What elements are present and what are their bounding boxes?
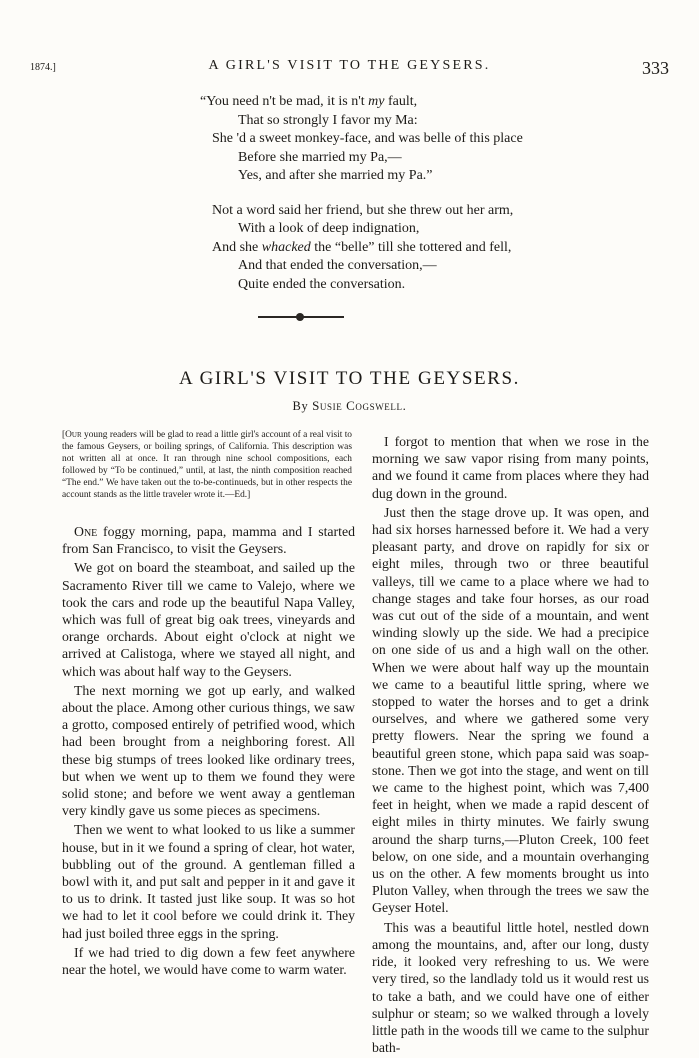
poem-line: And that ended the conversation,— xyxy=(238,258,437,273)
author-name: Susie Cogswell. xyxy=(312,398,407,413)
paragraph: If we had tried to dig down a few feet anywhere near the hotel, we would have come to warm water. xyxy=(62,944,355,978)
stanza-break xyxy=(212,186,632,202)
poem-line: Quite ended the conversation. xyxy=(238,276,406,292)
poem-line: That so strongly I favor my Ma: xyxy=(238,112,418,128)
paragraph: The next morning we got up early, and walked about the place. Among other curious things, we saw a grotto, composed entirely of petrified wood, which had been brought from a neighboring forest. All these big stumps of trees looked like ordinary trees, but when we went up to them we found they were solid stone; and before we went away a gentleman very kindly gave us some pieces as specimens. xyxy=(62,682,355,819)
paragraph: Just then the stage drove up. It was open, and had six horses harnessed before it. We had a very pleasant party, and drove on rapidly for six or eight miles, through two or three beautiful valleys, till we came to a place where we had to change stages and take four horses, as our road was cut out of the side of a mountain, and went winding slowly up the side. We had a precipice on one side of us and a high wall on the other. When we were about half way up the mountain we came to a beautiful little spring, where we stopped to water the horses and to get a drink ourselves, and where we gathered some very pretty flowers. Near the spring we found a beautiful green stone, which papa said was soap-stone. Then we got into the stage, and went on till we came to the highest point, which was 7,400 feet in height, when we made a rapid descent of eight miles in thirty minutes. We fairly swung around the sharp turns,—Pluton Creek, 100 feet below, on one side, and a mountain overhanging us on the other. A few moments brought us into Pluton Valley, when through the trees we saw the Geyser Hotel. xyxy=(372,504,649,916)
poem xyxy=(200,93,632,294)
paragraph: I forgot to mention that when we rose in the morning we saw vapor rising from many points, and we found it came from places where they had dug down in the ground. xyxy=(372,434,649,501)
article-title: A GIRL'S VISIT TO THE GEYSERS. xyxy=(178,368,521,389)
left-column xyxy=(62,523,355,980)
poem-line: Yes, and after she married my Pa.” xyxy=(238,168,433,183)
poem-line: She 'd a sweet monkey-face, and was belle of this place xyxy=(212,131,523,146)
header-year: 1874.] xyxy=(30,62,56,73)
running-title: A GIRL'S VISIT TO THE GEYSERS. xyxy=(208,58,491,73)
poem-line: Before she married my Pa,— xyxy=(238,149,402,165)
page-number: 333 xyxy=(642,58,669,78)
paragraph: One foggy morning, papa, mamma and I started from San Francisco, to visit the Geysers. xyxy=(62,524,355,557)
paragraph: We got on board the steamboat, and sailed up the Sacramento River till we came to Valejo, where we took the cars and rode up the beautiful Napa Valley, which was full of great big oak trees, vineyards and orange orchards. About eight o'clock at night we arrived at Calistoga, where we stayed all night, and which was about half way to the Geysers. xyxy=(62,560,355,679)
editor-note: [Our young readers will be glad to read a little girl's account of a real visit to the famous Geysers, or boiling springs, of California. This description was not written all at once. It ran through nine school compositions, each followed by “To be continued,” until, at last, the ninth composition reached “The end.” We have taken out the to-be-continueds, but in other respects the account stands as the little traveler wrote it.—Ed.] xyxy=(62,430,352,500)
byline: By Susie Cogswell. xyxy=(292,398,407,413)
poem-line: With a look of deep indignation, xyxy=(238,221,420,236)
poem-line: And she whacked the “belle” till she tottered and fell, xyxy=(212,239,512,255)
poem-line: Not a word said her friend, but she threw out her arm, xyxy=(212,202,514,218)
divider-ornament xyxy=(296,313,304,321)
paragraph: Then we went to what looked to us like a summer house, but in it we found a spring of clear, hot water, bubbling out of the ground. A gentleman filled a bowl with it, and put salt and pepper in it and gave it to us to drink. It tasted just like soup. It was so hot we had to let it cool before we could drink it. They had just boiled three eggs in the spring. xyxy=(62,822,355,941)
poem-line: “You need n't be mad, it is n't my fault, xyxy=(200,94,418,109)
right-column xyxy=(372,433,649,1058)
paragraph: This was a beautiful little hotel, nestled down among the mountains, and, after our long, dusty ride, it looked very refreshing to us. We were very tired, so the landlady told us it would rest us to take a bath, and we could have one of either sulphur or steam; so we walked through a lovely little path in the woods till we came to the sulphur bath- xyxy=(372,919,649,1056)
